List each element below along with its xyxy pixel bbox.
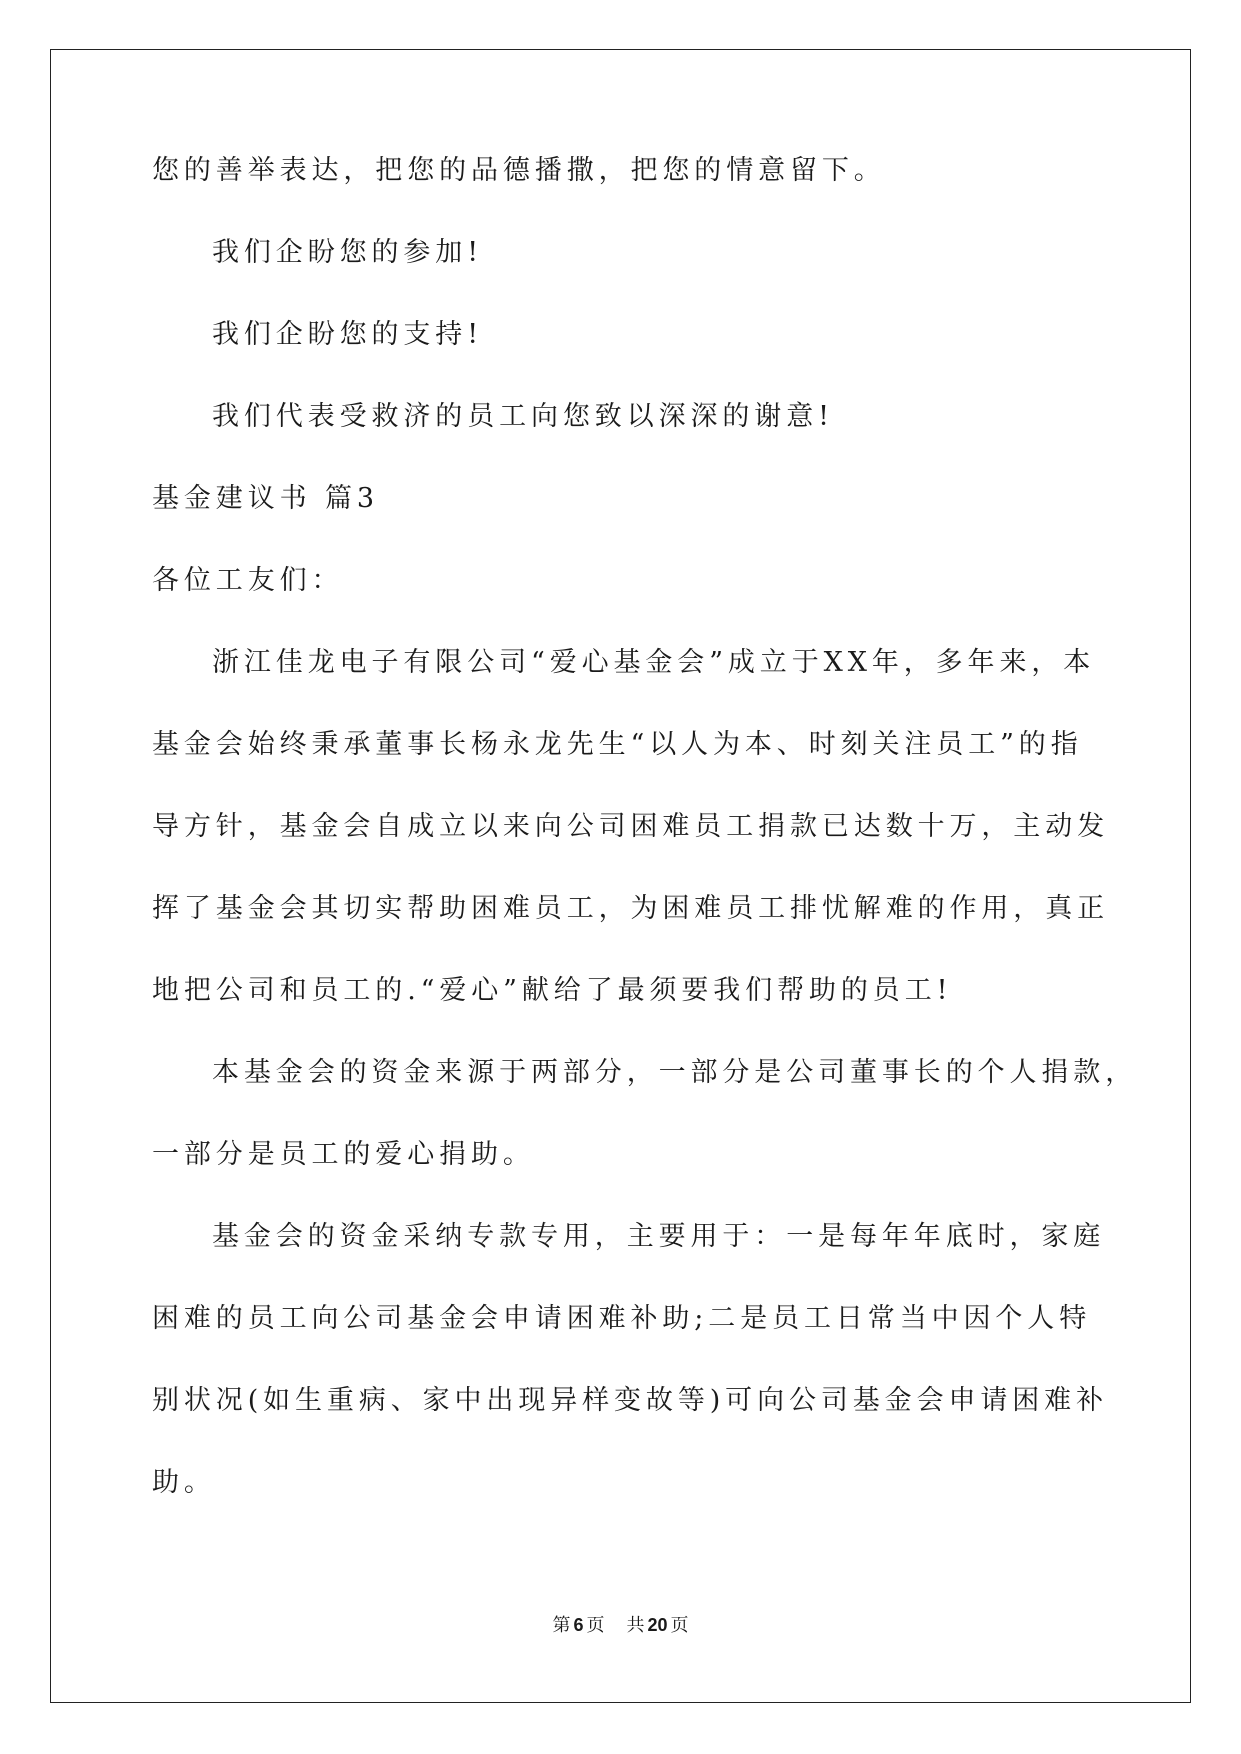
paragraph-line: 我们企盼您的参加! <box>212 237 483 268</box>
paragraph-line: 我们企盼您的支持! <box>212 319 483 350</box>
paragraph-line: 一部分是员工的爱心捐助。 <box>152 1139 535 1170</box>
total-prefix: 共 <box>626 1615 645 1636</box>
section-heading: 基金建议书 篇3 <box>152 483 379 514</box>
salutation: 各位工友们： <box>152 565 344 596</box>
paragraph-line: 浙江佳龙电子有限公司“爱心基金会”成立于XX年，多年来，本 <box>212 647 1096 678</box>
paragraph-line: 别状况(如生重病、家中出现异样变故等)可向公司基金会申请困难补 <box>152 1385 1108 1416</box>
paragraph-line: 地把公司和员工的.“爱心”献给了最须要我们帮助的员工! <box>152 975 953 1006</box>
paragraph-line: 我们代表受救济的员工向您致以深深的谢意! <box>212 401 834 432</box>
paragraph-line: 您的善举表达，把您的品德播撒，把您的情意留下。 <box>152 155 886 186</box>
page-border <box>50 49 1191 1703</box>
paragraph-line: 困难的员工向公司基金会申请困难补助;二是员工日常当中因个人特 <box>152 1303 1092 1334</box>
total-pages: 20 <box>647 1615 668 1635</box>
paragraph-line: 导方针，基金会自成立以来向公司困难员工捐款已达数十万，主动发 <box>152 811 1109 842</box>
total-unit: 页 <box>670 1615 689 1636</box>
paragraph-line: 助。 <box>152 1467 216 1498</box>
paragraph-line: 基金会始终秉承董事长杨永龙先生“以人为本、时刻关注员工”的指 <box>152 729 1083 760</box>
page-prefix: 第 <box>552 1615 571 1636</box>
page-footer <box>0 1613 1241 1638</box>
page-unit: 页 <box>586 1615 605 1636</box>
paragraph-line: 基金会的资金采纳专款专用，主要用于：一是每年年底时，家庭 <box>212 1221 1106 1252</box>
page-number: 6 <box>573 1615 584 1635</box>
paragraph-line: 本基金会的资金来源于两部分，一部分是公司董事长的个人捐款， <box>212 1057 1138 1088</box>
paragraph-line: 挥了基金会其切实帮助困难员工，为困难员工排忧解难的作用，真正 <box>152 893 1109 924</box>
